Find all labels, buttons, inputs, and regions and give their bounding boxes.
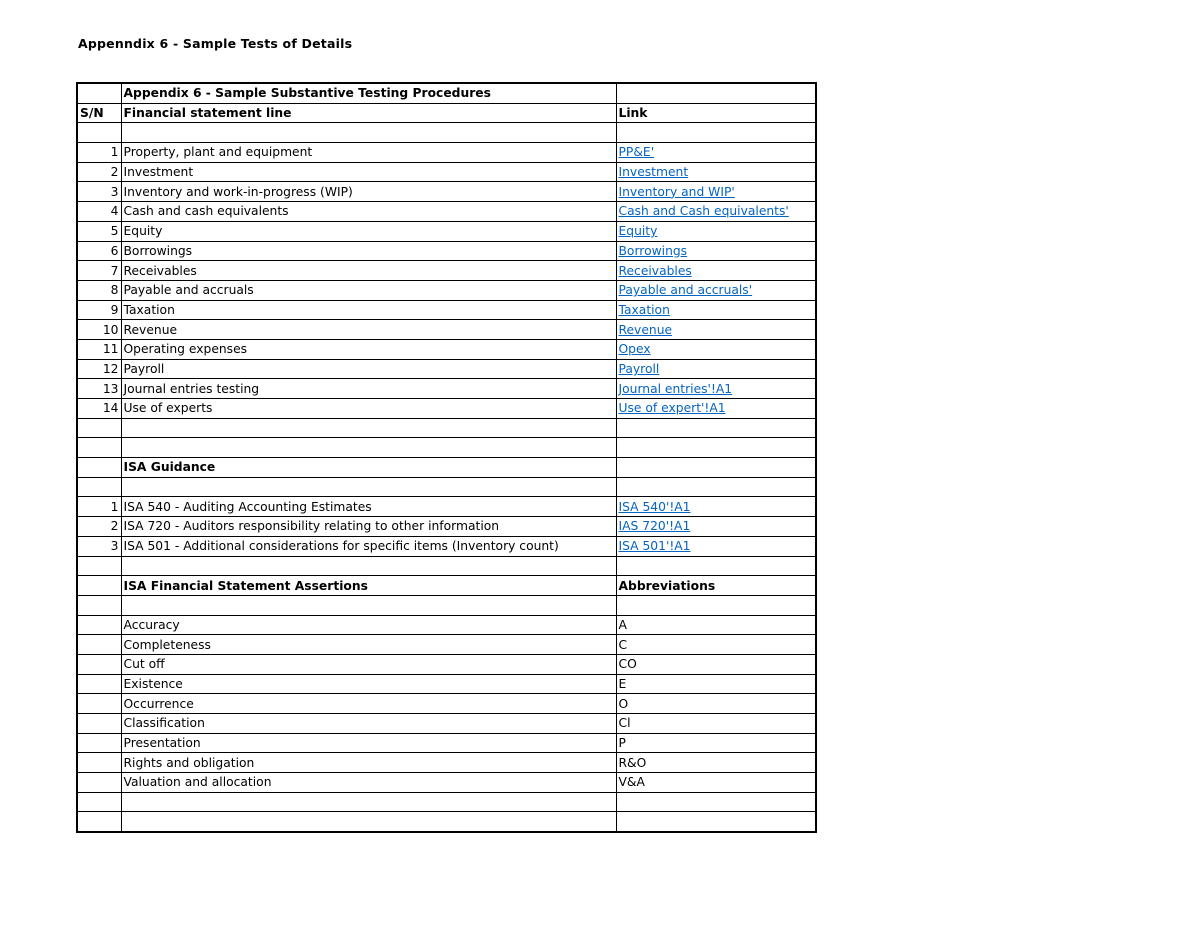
empty-cell <box>77 123 121 143</box>
empty-cell <box>121 792 616 812</box>
procedure-row <box>77 359 816 379</box>
empty-cell <box>77 773 121 793</box>
statement-line-cell: Use of experts <box>121 399 616 419</box>
table-title: Appendix 6 - Sample Substantive Testing Procedures <box>121 83 616 103</box>
procedure-link[interactable]: Equity <box>618 224 658 239</box>
assertions-heading: ISA Financial Statement Assertions <box>121 576 616 596</box>
empty-cell <box>121 123 616 143</box>
assertion-row <box>77 635 816 655</box>
assertion-abbr-cell: E <box>616 674 816 694</box>
link-cell <box>616 517 816 537</box>
assertion-row <box>77 733 816 753</box>
isa-guidance-row <box>77 517 816 537</box>
assertion-name-cell: Cut off <box>121 654 616 674</box>
assertion-row <box>77 773 816 793</box>
isa-link[interactable]: ISA 501'!A1 <box>618 539 691 554</box>
assertion-name-cell: Occurrence <box>121 694 616 714</box>
link-cell <box>616 261 816 281</box>
procedure-link[interactable]: PP&E' <box>618 145 655 160</box>
statement-line-cell: Property, plant and equipment <box>121 143 616 163</box>
empty-row <box>77 418 816 438</box>
isa-link[interactable]: IAS 720'!A1 <box>618 519 691 534</box>
assertion-row <box>77 674 816 694</box>
procedure-row <box>77 280 816 300</box>
isa-guidance-cell: ISA 540 - Auditing Accounting Estimates <box>121 497 616 517</box>
empty-cell <box>121 438 616 458</box>
empty-cell <box>121 595 616 615</box>
empty-row <box>77 595 816 615</box>
isa-guidance-row <box>77 497 816 517</box>
sn-cell: 1 <box>77 143 121 163</box>
procedure-row <box>77 202 816 222</box>
empty-cell <box>121 418 616 438</box>
statement-line-cell: Receivables <box>121 261 616 281</box>
empty-cell <box>121 556 616 576</box>
procedure-link[interactable]: Journal entries'!A1 <box>618 381 733 396</box>
link-cell <box>616 143 816 163</box>
sn-cell: 3 <box>77 536 121 556</box>
empty-cell <box>616 556 816 576</box>
empty-cell <box>616 595 816 615</box>
sn-cell: 3 <box>77 182 121 202</box>
empty-cell <box>616 123 816 143</box>
sn-cell: 11 <box>77 339 121 359</box>
line-column-header: Financial statement line <box>121 103 616 123</box>
link-cell <box>616 162 816 182</box>
sn-cell: 10 <box>77 320 121 340</box>
sn-cell: 14 <box>77 399 121 419</box>
procedure-link[interactable]: Revenue <box>618 322 673 337</box>
procedure-row <box>77 339 816 359</box>
link-cell <box>616 202 816 222</box>
link-column-header: Link <box>616 103 816 123</box>
procedure-link[interactable]: Inventory and WIP' <box>618 184 735 199</box>
statement-line-cell: Journal entries testing <box>121 379 616 399</box>
link-cell <box>616 182 816 202</box>
empty-row <box>77 477 816 497</box>
link-cell <box>616 300 816 320</box>
abbreviations-heading: Abbreviations <box>616 576 816 596</box>
procedure-link[interactable]: Use of expert'!A1 <box>618 401 726 416</box>
empty-row <box>77 556 816 576</box>
isa-guidance-cell: ISA 720 - Auditors responsibility relating to other information <box>121 517 616 537</box>
empty-cell <box>77 792 121 812</box>
sn-cell: 12 <box>77 359 121 379</box>
empty-cell <box>616 477 816 497</box>
statement-line-cell: Equity <box>121 221 616 241</box>
empty-row <box>77 812 816 832</box>
procedure-link[interactable]: Cash and Cash equivalents' <box>618 204 789 219</box>
assertions-heading-row <box>77 576 816 596</box>
link-cell <box>616 359 816 379</box>
page-title: Appenndix 6 - Sample Tests of Details <box>78 36 353 51</box>
procedure-link[interactable]: Payroll <box>618 361 660 376</box>
statement-line-cell: Inventory and work-in-progress (WIP) <box>121 182 616 202</box>
isa-guidance-cell: ISA 501 - Additional considerations for specific items (Inventory count) <box>121 536 616 556</box>
isa-guidance-heading: ISA Guidance <box>121 458 616 478</box>
empty-cell <box>77 733 121 753</box>
empty-cell <box>616 438 816 458</box>
sn-cell: 6 <box>77 241 121 261</box>
empty-cell <box>121 812 616 832</box>
empty-cell <box>77 477 121 497</box>
link-cell <box>616 280 816 300</box>
assertion-row <box>77 654 816 674</box>
assertion-abbr-cell: P <box>616 733 816 753</box>
statement-line-cell: Payroll <box>121 359 616 379</box>
statement-line-cell: Operating expenses <box>121 339 616 359</box>
empty-row <box>77 438 816 458</box>
assertion-abbr-cell: Cl <box>616 714 816 734</box>
empty-cell <box>121 477 616 497</box>
empty-cell <box>77 458 121 478</box>
assertion-row <box>77 753 816 773</box>
sn-cell: 9 <box>77 300 121 320</box>
procedure-row <box>77 162 816 182</box>
sn-cell: 1 <box>77 497 121 517</box>
empty-cell <box>77 812 121 832</box>
empty-cell <box>616 458 816 478</box>
link-cell <box>616 320 816 340</box>
procedure-row <box>77 261 816 281</box>
column-header-row <box>77 103 816 123</box>
procedure-row <box>77 241 816 261</box>
empty-row <box>77 123 816 143</box>
assertion-name-cell: Classification <box>121 714 616 734</box>
procedure-row <box>77 182 816 202</box>
assertion-name-cell: Presentation <box>121 733 616 753</box>
sn-column-header: S/N <box>77 103 121 123</box>
statement-line-cell: Cash and cash equivalents <box>121 202 616 222</box>
link-cell <box>616 536 816 556</box>
empty-cell <box>77 576 121 596</box>
link-cell <box>616 241 816 261</box>
empty-cell <box>77 418 121 438</box>
assertion-abbr-cell: CO <box>616 654 816 674</box>
sn-cell: 8 <box>77 280 121 300</box>
procedure-link[interactable]: Receivables <box>618 263 692 278</box>
empty-cell <box>77 438 121 458</box>
assertion-name-cell: Rights and obligation <box>121 753 616 773</box>
sn-cell: 13 <box>77 379 121 399</box>
assertion-name-cell: Valuation and allocation <box>121 773 616 793</box>
assertion-row <box>77 714 816 734</box>
link-cell <box>616 339 816 359</box>
empty-cell <box>77 654 121 674</box>
statement-line-cell: Borrowings <box>121 241 616 261</box>
statement-line-cell: Investment <box>121 162 616 182</box>
procedure-row <box>77 300 816 320</box>
assertion-abbr-cell: R&O <box>616 753 816 773</box>
procedure-row <box>77 399 816 419</box>
statement-line-cell: Payable and accruals <box>121 280 616 300</box>
empty-cell <box>77 714 121 734</box>
empty-row <box>77 792 816 812</box>
procedure-row <box>77 143 816 163</box>
isa-guidance-row <box>77 536 816 556</box>
link-cell <box>616 399 816 419</box>
procedure-row <box>77 221 816 241</box>
procedure-link[interactable]: Payable and accruals' <box>618 283 753 298</box>
empty-cell <box>77 595 121 615</box>
isa-link[interactable]: ISA 540'!A1 <box>618 499 691 514</box>
sn-cell: 4 <box>77 202 121 222</box>
procedure-row <box>77 379 816 399</box>
procedure-link[interactable]: Investment <box>618 165 689 180</box>
empty-cell <box>616 83 816 103</box>
sn-cell: 7 <box>77 261 121 281</box>
procedure-link[interactable]: Opex <box>618 342 651 357</box>
assertion-row <box>77 615 816 635</box>
assertion-abbr-cell: A <box>616 615 816 635</box>
sn-cell: 5 <box>77 221 121 241</box>
assertion-abbr-cell: V&A <box>616 773 816 793</box>
procedure-link[interactable]: Taxation <box>618 302 670 317</box>
empty-cell <box>77 635 121 655</box>
substantive-testing-table <box>76 82 817 833</box>
assertion-name-cell: Completeness <box>121 635 616 655</box>
sn-cell: 2 <box>77 162 121 182</box>
link-cell <box>616 497 816 517</box>
assertion-abbr-cell: C <box>616 635 816 655</box>
empty-cell <box>616 812 816 832</box>
assertion-name-cell: Existence <box>121 674 616 694</box>
assertion-abbr-cell: O <box>616 694 816 714</box>
empty-cell <box>77 556 121 576</box>
isa-guidance-heading-row <box>77 458 816 478</box>
link-cell <box>616 379 816 399</box>
statement-line-cell: Taxation <box>121 300 616 320</box>
assertion-name-cell: Accuracy <box>121 615 616 635</box>
empty-cell <box>77 83 121 103</box>
link-cell <box>616 221 816 241</box>
procedure-link[interactable]: Borrowings <box>618 243 688 258</box>
title-row <box>77 83 816 103</box>
empty-cell <box>77 694 121 714</box>
empty-cell <box>77 753 121 773</box>
sn-cell: 2 <box>77 517 121 537</box>
procedure-row <box>77 320 816 340</box>
assertion-row <box>77 694 816 714</box>
empty-cell <box>77 674 121 694</box>
empty-cell <box>77 615 121 635</box>
empty-cell <box>616 418 816 438</box>
empty-cell <box>616 792 816 812</box>
statement-line-cell: Revenue <box>121 320 616 340</box>
